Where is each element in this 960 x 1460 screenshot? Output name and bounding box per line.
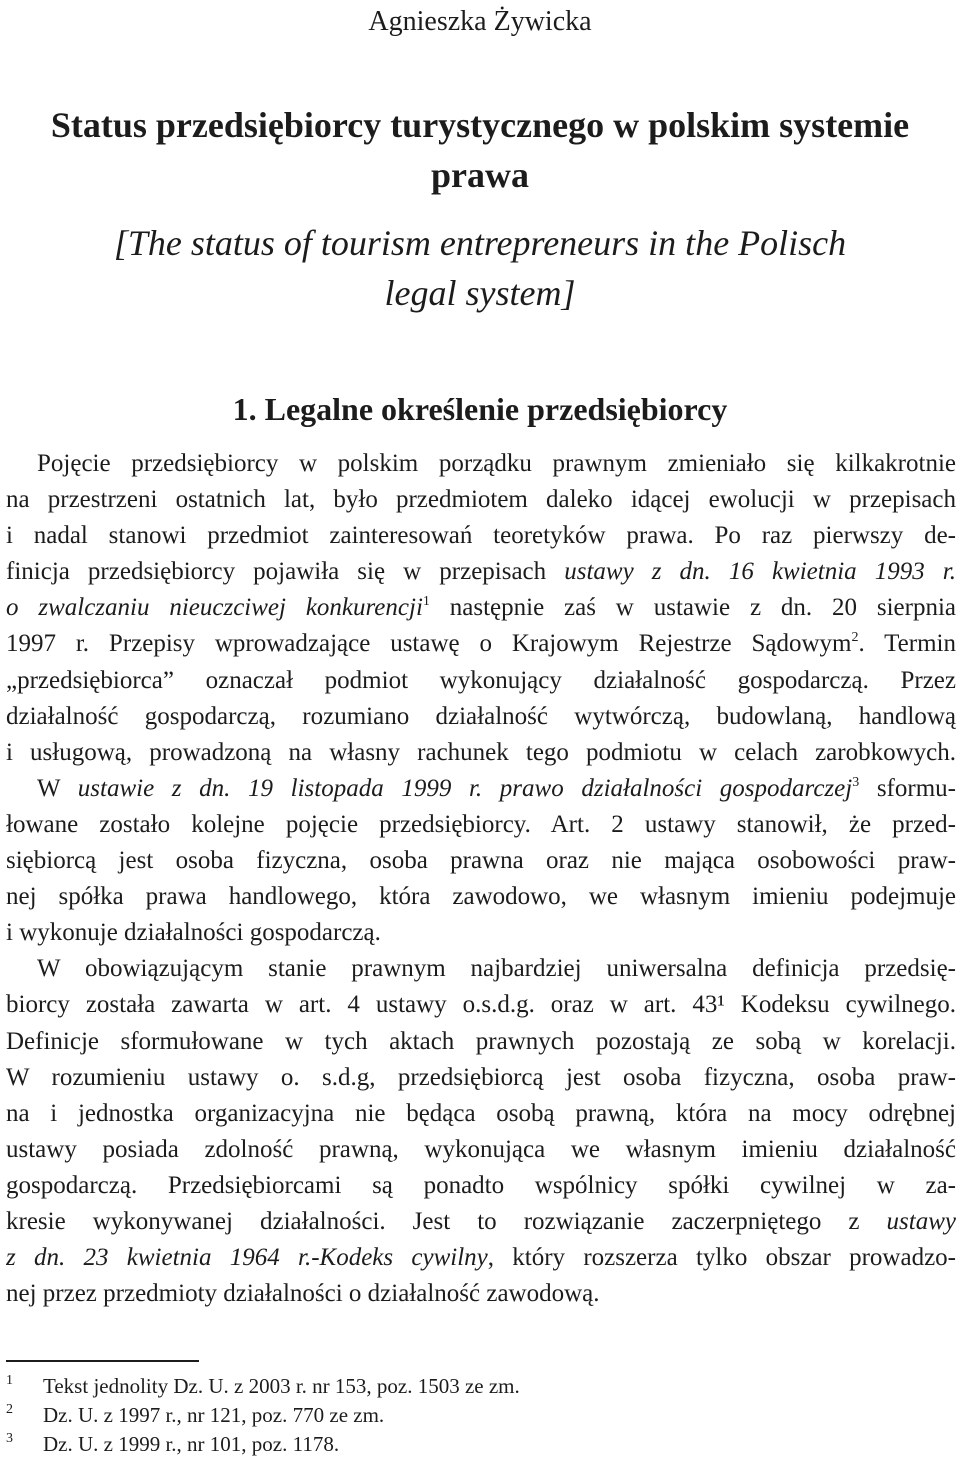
text-line [6, 482, 956, 518]
text-line [6, 1204, 956, 1240]
text-line [6, 699, 956, 735]
statute-citation: ustawie z dn. 19 listopada 1999 r. prawo działalności gospodarczej [77, 774, 853, 802]
text-run: siębiorcą jest osoba fizyczna, osoba prawna oraz nie mająca osobowości praw- [6, 847, 956, 875]
text-run: nej przez przedmioty działalności o działalność zawodową. [6, 1280, 600, 1308]
text-line [6, 590, 956, 626]
footnote-item [6, 1401, 946, 1430]
text-line [6, 663, 956, 699]
text-run: finicja przedsiębiorcy pojawiła się w przepisach [6, 558, 565, 586]
text-run: następnie zaś w ustawie z dn. 20 sierpnia [429, 594, 956, 622]
text-run: i usługową, prowadzoną na własny rachunek tego podmiotu w celach zarobkowych. [6, 738, 956, 766]
text-run: Definicje sformułowane w tych aktach prawnych pozostają ze sobą w korelacji. [6, 1027, 956, 1055]
text-run: nej spółka prawa handlowego, która zawodowo, we własnym imieniu podejmuje [6, 883, 956, 911]
title-line: prawa [431, 155, 529, 195]
text-line [6, 1168, 956, 1204]
paper-subtitle-english [0, 218, 960, 318]
footnote-number: 2 [6, 1402, 13, 1417]
text-line [6, 951, 956, 987]
section-heading-text: 1. Legalne określenie przedsiębiorcy [232, 391, 728, 427]
footnote-text: Dz. U. z 1999 r., nr 101, poz. 1178. [43, 1432, 340, 1456]
paper-title [0, 100, 960, 200]
text-line [6, 879, 956, 915]
text-run: , który rozszerza tylko obszar prowadzo- [487, 1244, 956, 1272]
body-text [6, 446, 956, 1312]
text-run: łowane zostało kolejne pojęcie przedsiębiorcy. Art. 2 ustawy stanowił, że przed- [6, 810, 956, 838]
text-run: 1997 r. Przepisy wprowadzające ustawę o Krajowym Rejestrze Sądowym [6, 630, 852, 658]
text-run: W rozumieniu ustawy o. s.d.g, przedsiębiorcą jest osoba fizyczna, osoba praw- [6, 1063, 956, 1091]
text-run: ustawy posiada zdolność prawną, wykonująca we własnym imieniu działalność [6, 1135, 956, 1163]
text-line [6, 1060, 956, 1096]
text-run: na i jednostka organizacyjna nie będąca osobą prawną, która na mocy odrębnej [6, 1099, 956, 1127]
footnote-text: Tekst jednolity Dz. U. z 2003 r. nr 153, poz. 1503 ze zm. [43, 1374, 520, 1398]
text-line [6, 735, 956, 771]
text-run: „przedsiębiorca” oznaczał podmiot wykonujący działalność gospodarczą. Przez [6, 666, 956, 694]
footnote-number: 3 [6, 1431, 13, 1446]
text-line [6, 987, 956, 1023]
text-line [6, 1096, 956, 1132]
footnote-ref: 1 [422, 594, 430, 610]
subtitle-line: [The status of tourism entrepreneurs in the Polisch [113, 223, 847, 263]
text-line [6, 1276, 956, 1312]
text-line [6, 446, 956, 482]
footnote-item [6, 1372, 946, 1401]
text-run: Pojęcie przedsiębiorcy w polskim porządku prawnym zmieniało się kilkakrotnie [37, 450, 956, 477]
text-line [6, 807, 956, 843]
text-run: działalność gospodarczą, rozumiano działalność wytwórczą, budowlaną, handlową [6, 702, 956, 730]
text-line [6, 1132, 956, 1168]
footnotes [6, 1372, 946, 1459]
text-line [6, 1240, 956, 1276]
footnote-ref: 3 [852, 774, 860, 790]
statute-citation: ustawy [886, 1207, 956, 1235]
text-line [6, 554, 956, 590]
text-line [6, 1024, 956, 1060]
text-run: biorcy została zawarta w art. 4 ustawy o.s.d.g. oraz w art. 43¹ Kodeksu cywilnego. [6, 991, 956, 1019]
text-run: W obowiązującym stanie prawnym najbardziej uniwersalna definicja przedsię- [37, 955, 956, 983]
statute-citation: ustawy z dn. 16 kwietnia 1993 r. [564, 558, 956, 586]
text-run: i wykonuje działalności gospodarczą. [6, 919, 381, 947]
section-heading [0, 384, 960, 434]
title-line: Status przedsiębiorcy turystycznego w polskim systemie [50, 105, 910, 145]
statute-citation: o zwalczaniu nieuczciwej konkurencji [6, 594, 423, 622]
text-run: sformu- [859, 774, 956, 802]
text-run: na przestrzeni ostatnich lat, było przedmiotem daleko idącej ewolucji w przepisach [6, 486, 956, 514]
footnote-number: 1 [6, 1373, 13, 1388]
text-line [6, 915, 956, 951]
text-run: W [37, 774, 78, 802]
subtitle-line: legal system] [384, 273, 576, 313]
text-line [6, 843, 956, 879]
text-line [6, 518, 956, 554]
text-run: . Termin [858, 630, 956, 658]
footnote-divider [6, 1360, 199, 1362]
text-run: gospodarczą. Przedsiębiorcami są ponadto wspólnicy spółki cywilnej w za- [6, 1171, 956, 1199]
footnote-item [6, 1430, 946, 1459]
text-run: kresie wykonywanej działalności. Jest to rozwiązanie zaczerpniętego z [6, 1207, 887, 1235]
statute-citation: z dn. 23 kwietnia 1964 r.-Kodeks cywilny [6, 1244, 488, 1272]
footnote-text: Dz. U. z 1997 r., nr 121, poz. 770 ze zm. [43, 1403, 385, 1427]
text-line [6, 626, 956, 662]
footnote-ref: 2 [851, 630, 859, 646]
text-line [6, 771, 956, 807]
text-run: i nadal stanowi przedmiot zainteresowań teoretyków prawa. Po raz pierwszy de- [6, 522, 956, 550]
author-name: Agnieszka Żywicka [368, 6, 592, 37]
